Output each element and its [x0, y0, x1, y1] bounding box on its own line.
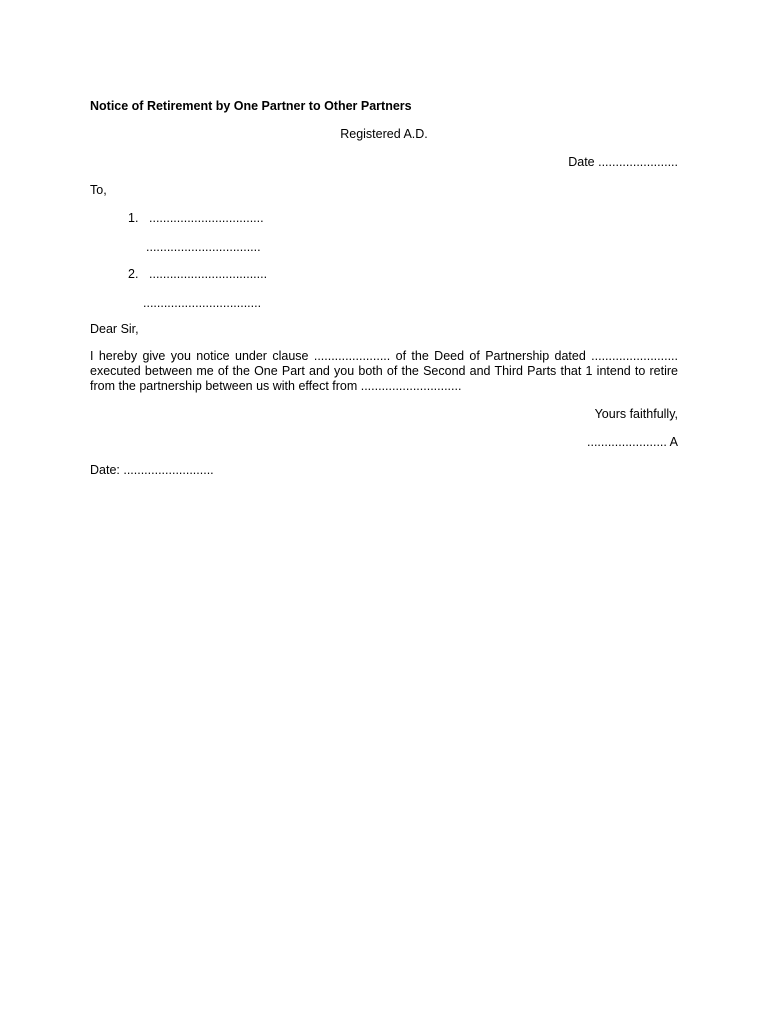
to-label: To, — [90, 183, 107, 197]
registered-ad-label: Registered A.D. — [340, 127, 428, 141]
body-line-3: from the partnership between us with effect from ............................. — [90, 379, 462, 393]
addressee-1-number: 1. — [128, 211, 139, 225]
body-paragraph — [90, 349, 678, 394]
closing-phrase: Yours faithfully, — [594, 407, 678, 421]
addressee-1-line-2: ................................. — [146, 240, 261, 254]
salutation: Dear Sir, — [90, 322, 139, 336]
date-line-top: Date ....................... — [568, 155, 678, 169]
date-line-bottom: Date: .......................... — [90, 463, 214, 477]
body-line-1: I hereby give you notice under clause ...................... of the Deed of Partnership dated ......................... — [90, 349, 678, 363]
document-title: Notice of Retirement by One Partner to Other Partners — [90, 99, 412, 113]
addressee-1-line-1: ................................. — [149, 211, 264, 225]
addressee-2-line-2: .................................. — [143, 296, 262, 310]
body-line-2: executed between me of the One Part and you both of the Second and Third Parts that 1 intend to retire — [90, 364, 678, 378]
signature-line: ....................... A — [587, 435, 678, 449]
addressee-2-line-1: .................................. — [149, 267, 268, 281]
addressee-2-number: 2. — [128, 267, 139, 281]
